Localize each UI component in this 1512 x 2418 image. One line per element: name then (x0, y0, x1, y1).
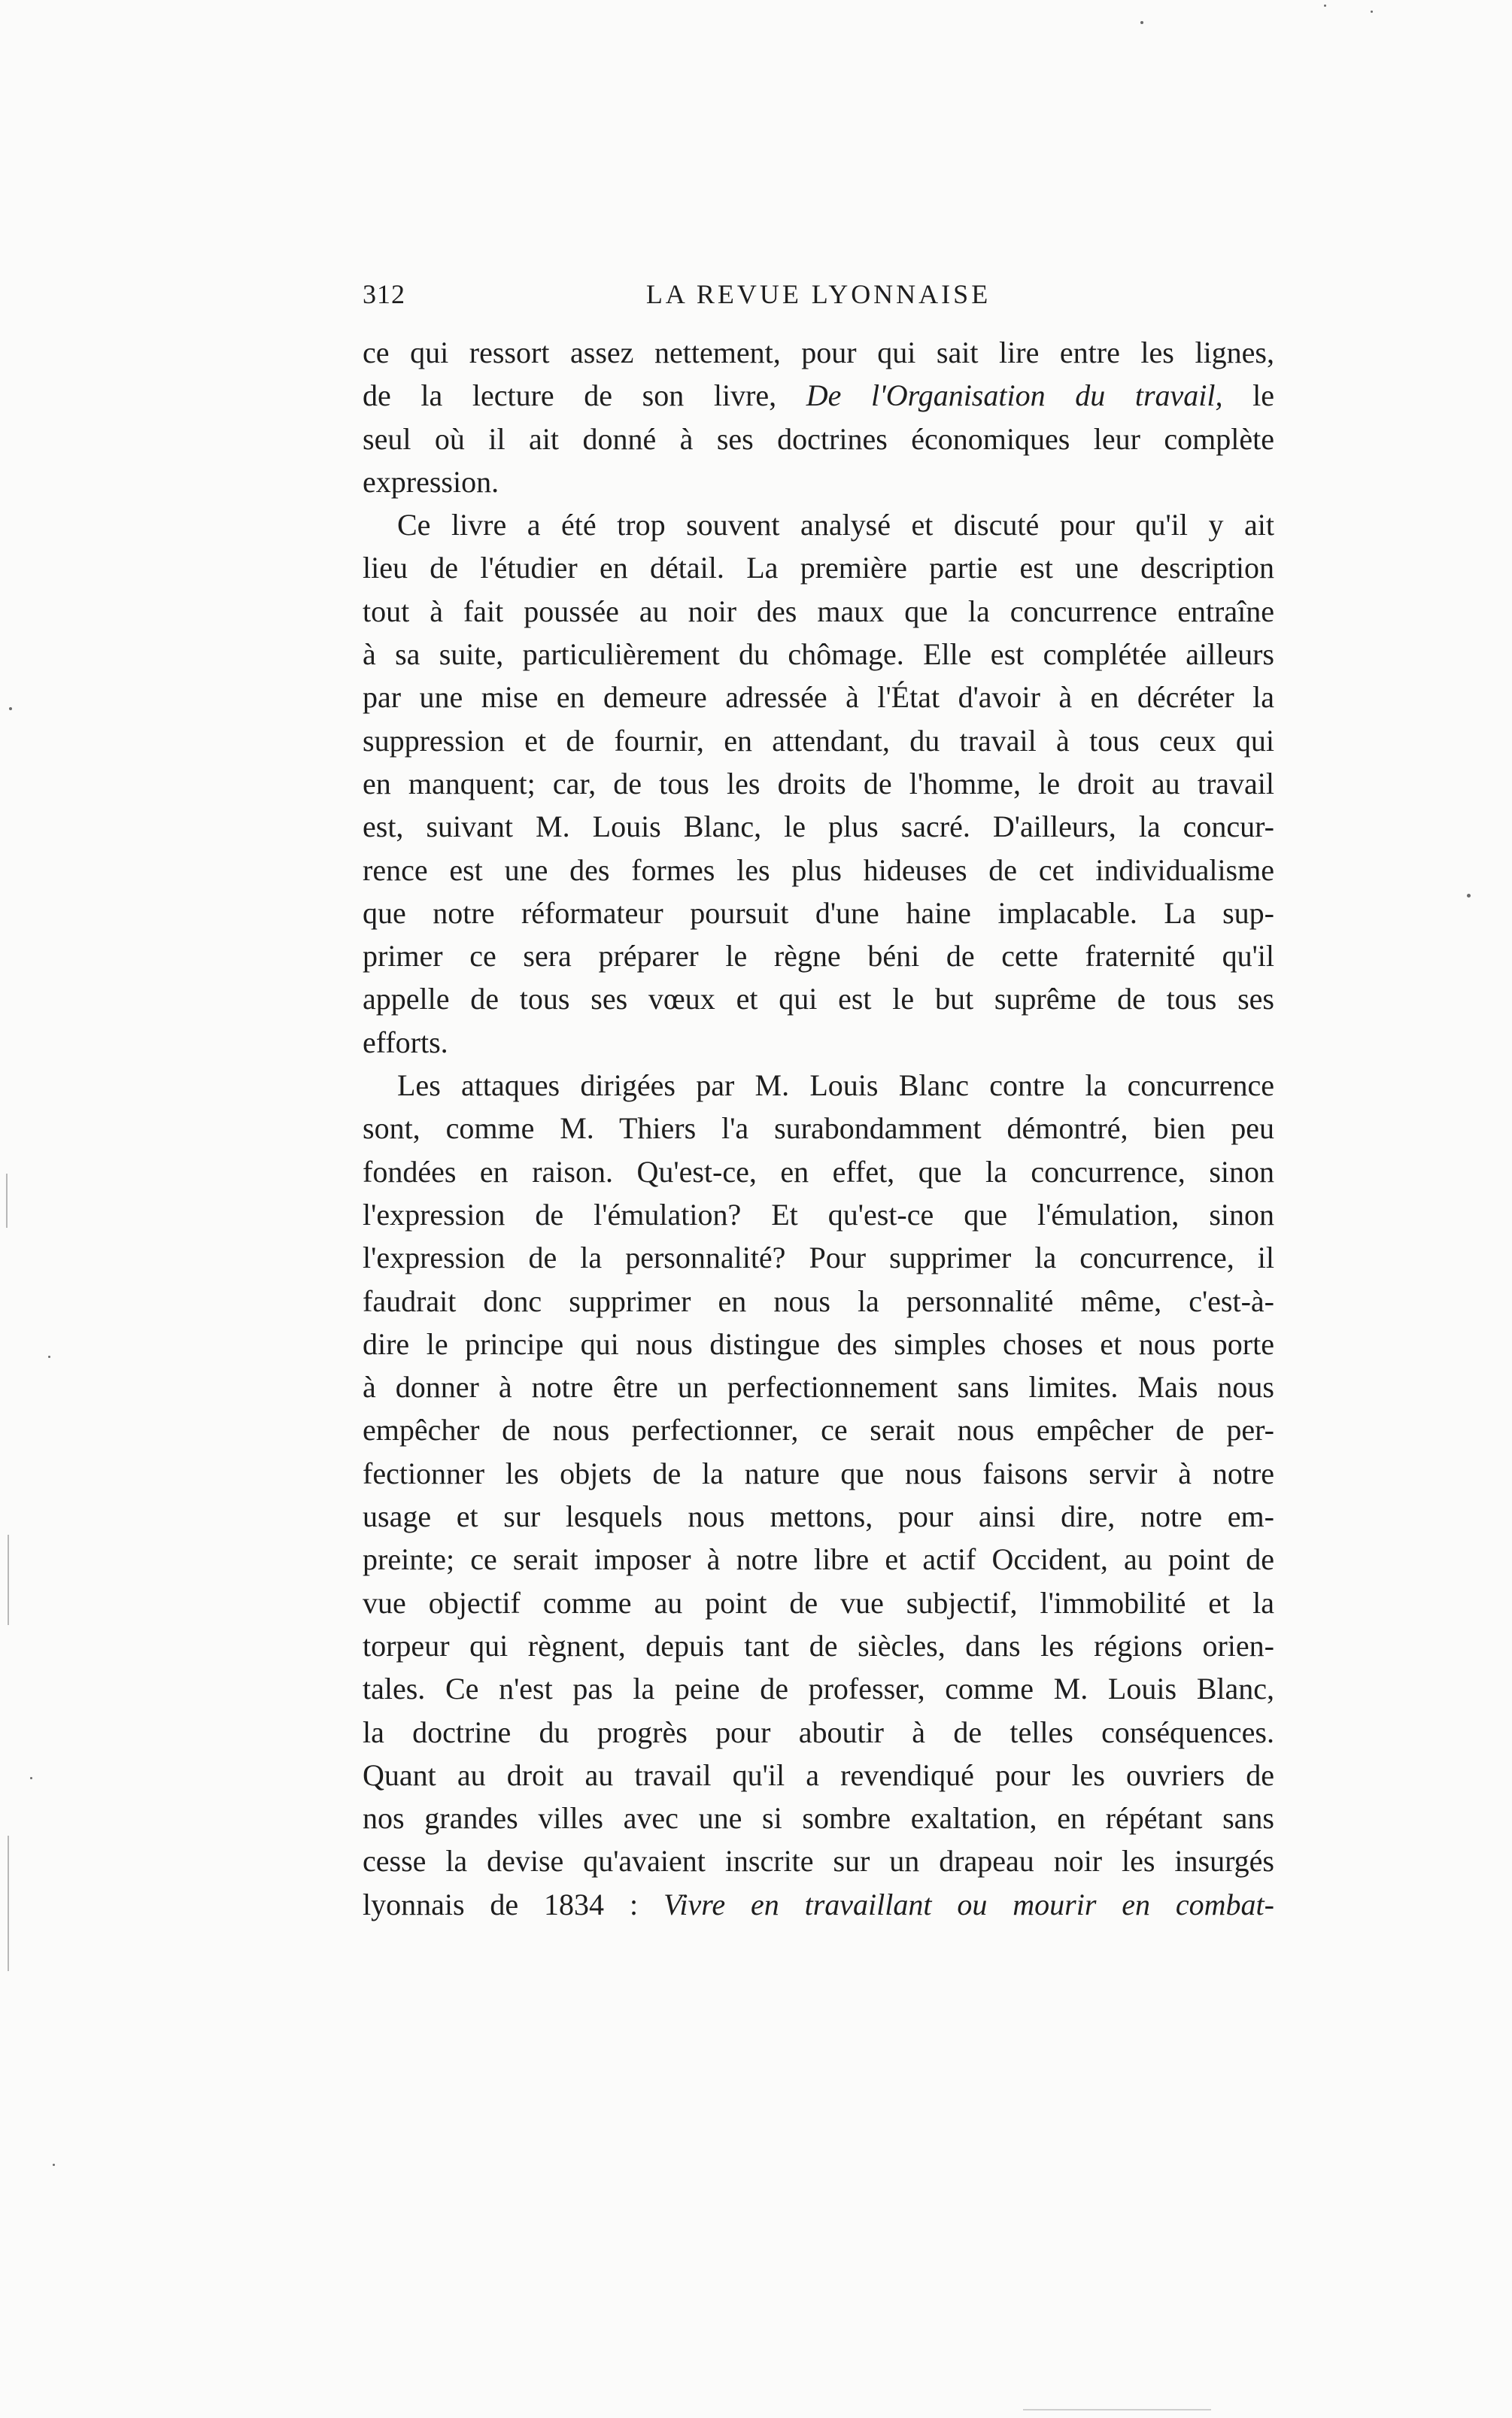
text-run: ce qui ressort assez nettement, pour qui sait lire entre les lignes, (363, 336, 1274, 369)
text-line (363, 418, 1274, 460)
text-line (363, 1064, 1274, 1107)
text-run: tout à fait poussée au noir des maux que la concurrence entraîne (363, 594, 1274, 628)
scan-speck (30, 1777, 32, 1779)
text-run: preinte; ce serait imposer à notre libre et actif Occident, au point de (363, 1542, 1274, 1577)
text-run: efforts. (363, 1025, 448, 1059)
text-run: sont, comme M. Thiers l'a surabondamment démontré, bien peu (363, 1111, 1274, 1146)
scan-speck (1140, 21, 1143, 24)
text-line (363, 805, 1274, 848)
text-line (363, 1754, 1274, 1797)
text-line (363, 1581, 1274, 1624)
text-run: fectionner les objets de la nature que nous faisons servir à notre (363, 1456, 1274, 1490)
text-run: tales. Ce n'est pas la peine de professer, comme M. Louis Blanc, (363, 1672, 1274, 1706)
text-line (363, 1280, 1274, 1323)
scan-speck (1467, 894, 1471, 898)
scan-edge-mark (6, 1174, 8, 1228)
text-run: l'expression de la personnalité? Pour supprimer la concurrence, il (363, 1241, 1274, 1275)
text-run: lyonnais de 1834 : (363, 1887, 663, 1921)
text-run: usage et sur lesquels nous mettons, pour ainsi dire, notre em- (363, 1499, 1274, 1534)
scan-speck (1371, 11, 1373, 13)
text-run: expression. (363, 464, 499, 499)
text-run: dire le principe qui nous distingue des simples choses et nous porte (363, 1326, 1274, 1361)
text-run: fondées en raison. Qu'est-ce, en effet, que la concurrence, sinon (363, 1154, 1274, 1189)
text-run: faudrait donc supprimer en nous la personnalité même, c'est-à- (363, 1283, 1274, 1318)
body-text (363, 331, 1274, 1926)
text-line (363, 633, 1274, 676)
text-run: suppression et de fournir, en attendant, du travail à tous ceux qui (363, 723, 1274, 758)
text-run: la doctrine du progrès pour aboutir à de telles conséquences. (363, 1715, 1274, 1749)
scan-speck (53, 2164, 55, 2166)
text-run: appelle de tous ses vœux et qui est le but suprême de tous ses (363, 982, 1274, 1016)
text-run: à donner à notre être un perfectionnement sans limites. Mais nous (363, 1370, 1274, 1405)
text-line (363, 762, 1274, 805)
text-line (363, 1883, 1274, 1926)
text-run: rence est une des formes les plus hideuses de cet individualisme (363, 852, 1274, 887)
text-line (363, 503, 1274, 546)
text-run: cesse la devise qu'avaient inscrite sur un drapeau noir les insurgés (363, 1844, 1274, 1879)
text-line (363, 1150, 1274, 1193)
page-number: 312 (363, 279, 405, 309)
text-line (363, 1538, 1274, 1581)
text-run: par une mise en demeure adressée à l'État d'avoir à en décréter la (363, 680, 1274, 715)
text-line (363, 676, 1274, 718)
text-line (363, 1667, 1274, 1710)
text-line (363, 1452, 1274, 1495)
text-run: le (1222, 378, 1274, 413)
text-run: empêcher de nous perfectionner, ce serait nous empêcher de per- (363, 1413, 1274, 1447)
text-line (363, 977, 1274, 1020)
text-line (363, 1107, 1274, 1150)
running-title: LA REVUE LYONNAISE (645, 279, 991, 309)
scan-bottom-line (1023, 2409, 1211, 2410)
italic-text: De l'Organisation du travail, (806, 378, 1223, 413)
text-run: Les attaques dirigées par M. Louis Blanc contre la concurrence (397, 1068, 1274, 1103)
text-line (363, 849, 1274, 892)
scan-speck (9, 707, 12, 710)
text-line (363, 1839, 1274, 1882)
running-header (363, 278, 1274, 324)
scan-edge-mark (8, 1535, 9, 1625)
text-run: Ce livre a été trop souvent analysé et discuté pour qu'il y ait (397, 508, 1274, 542)
text-run: primer ce sera préparer le règne béni de cette fraternité qu'il (363, 939, 1274, 974)
italic-text: Vivre en travaillant ou mourir en combat- (663, 1887, 1274, 1921)
text-line (363, 1624, 1274, 1667)
text-run: seul où il ait donné à ses doctrines économiques leur complète (363, 421, 1274, 456)
text-run: que notre réformateur poursuit d'une haine implacable. La sup- (363, 895, 1274, 930)
text-line (363, 1797, 1274, 1839)
text-run: lieu de l'étudier en détail. La première partie est une description (363, 551, 1274, 585)
text-line (363, 1236, 1274, 1279)
text-run: en manquent; car, de tous les droits de l'homme, le droit au travail (363, 766, 1274, 800)
text-run: vue objectif comme au point de vue subjectif, l'immobilité et la (363, 1585, 1274, 1620)
text-run: nos grandes villes avec une si sombre exaltation, en répétant sans (363, 1801, 1274, 1836)
text-line (363, 1323, 1274, 1365)
text-line (363, 1711, 1274, 1754)
scan-speck (48, 1356, 50, 1358)
scan-edge-mark (8, 1836, 9, 1971)
text-run: à sa suite, particulièrement du chômage. Elle est complétée ailleurs (363, 637, 1274, 672)
text-line (363, 460, 1274, 503)
scan-speck (1324, 5, 1326, 7)
text-run: torpeur qui règnent, depuis tant de siècles, dans les régions orien- (363, 1628, 1274, 1663)
text-line (363, 1495, 1274, 1538)
text-line (363, 331, 1274, 374)
text-run: Quant au droit au travail qu'il a revendiqué pour les ouvriers de (363, 1757, 1274, 1792)
text-line (363, 892, 1274, 934)
text-run: de la lecture de son livre, (363, 378, 806, 413)
text-line (363, 374, 1274, 417)
text-run: est, suivant M. Louis Blanc, le plus sacré. D'ailleurs, la concur- (363, 810, 1274, 844)
text-line (363, 719, 1274, 762)
text-line (363, 590, 1274, 633)
text-line (363, 1408, 1274, 1451)
text-run: l'expression de l'émulation? Et qu'est-ce que l'émulation, sinon (363, 1197, 1274, 1232)
text-line (363, 934, 1274, 977)
text-line (363, 546, 1274, 589)
text-line (363, 1193, 1274, 1236)
text-line (363, 1365, 1274, 1408)
text-line (363, 1021, 1274, 1064)
